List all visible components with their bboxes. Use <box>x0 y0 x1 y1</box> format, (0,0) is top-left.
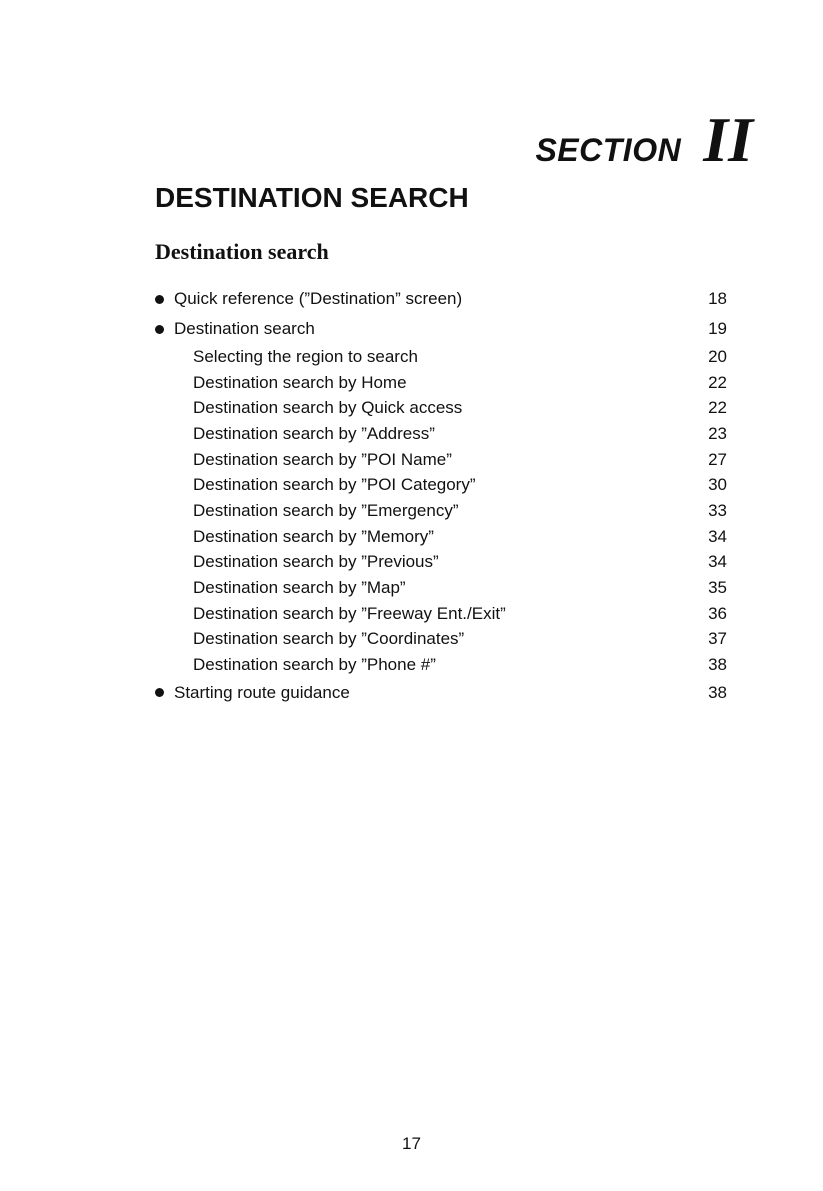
toc-entry-page: 37 <box>708 629 727 649</box>
toc-entry[interactable] <box>155 627 727 653</box>
toc-entry[interactable] <box>155 575 727 601</box>
toc-entry-label <box>155 629 464 649</box>
toc-entry-label <box>155 475 476 495</box>
toc-entry-page: 30 <box>708 475 727 495</box>
table-of-contents <box>155 284 727 708</box>
toc-entry-text: Destination search by ”Memory” <box>193 526 434 546</box>
toc-entry-text: Destination search by ”Freeway Ent./Exit” <box>193 603 506 623</box>
toc-entry-text: Selecting the region to search <box>193 346 418 366</box>
section-header <box>535 104 753 175</box>
toc-entry-text: Destination search by ”Previous” <box>193 552 439 572</box>
toc-entry-page: 22 <box>708 372 727 392</box>
toc-entry-page: 27 <box>708 449 727 469</box>
toc-entry-label <box>155 347 418 367</box>
toc-entry-text: Destination search by ”Phone #” <box>193 655 436 675</box>
toc-entry[interactable] <box>155 447 727 473</box>
toc-entry[interactable] <box>155 550 727 576</box>
toc-entry-label <box>155 450 452 470</box>
toc-entry-text: Destination search by ”Coordinates” <box>193 629 465 649</box>
page-number: 17 <box>402 1134 421 1153</box>
chapter-title: DESTINATION SEARCH <box>155 182 469 213</box>
toc-entry-label <box>155 683 350 703</box>
toc-entry-label <box>155 289 462 309</box>
toc-entry-text: Destination search by ”Map” <box>193 578 406 598</box>
toc-entry[interactable] <box>155 601 727 627</box>
toc-entry[interactable] <box>155 370 727 396</box>
section-word: SECTION <box>535 132 682 168</box>
toc-entry-label <box>155 398 462 418</box>
toc-entry-text: Quick reference (”Destination” screen) <box>174 289 463 308</box>
subsection-title: Destination search <box>155 239 329 264</box>
toc-entry-label <box>155 552 439 572</box>
toc-entry-text: Destination search <box>174 319 315 338</box>
toc-entry[interactable] <box>155 524 727 550</box>
toc-entry-page: 34 <box>708 526 727 546</box>
toc-entry[interactable] <box>155 472 727 498</box>
toc-entry-page: 38 <box>708 655 727 675</box>
toc-entry-page: 23 <box>708 423 727 443</box>
toc-entry-text: Destination search by ”Emergency” <box>193 500 459 520</box>
toc-entry-text: Starting route guidance <box>174 682 350 702</box>
toc-entry[interactable] <box>155 284 727 314</box>
toc-entry-text: Destination search by Quick access <box>193 398 463 418</box>
toc-entry-label <box>155 319 315 339</box>
toc-entry[interactable] <box>155 314 727 344</box>
toc-entry-label <box>155 578 406 598</box>
bullet-icon <box>155 295 164 304</box>
toc-entry[interactable] <box>155 652 727 678</box>
toc-entry[interactable] <box>155 344 727 370</box>
toc-entry-label <box>155 655 436 675</box>
toc-entry-text: Destination search by ”POI Name” <box>193 449 452 469</box>
bullet-icon <box>155 325 164 334</box>
toc-entry-page: 18 <box>708 289 727 308</box>
toc-entry-label <box>155 604 506 624</box>
toc-entry-page: 38 <box>708 682 727 702</box>
toc-entry-page: 36 <box>708 603 727 623</box>
toc-entry-page: 19 <box>708 319 727 338</box>
toc-entry-page: 34 <box>708 552 727 572</box>
toc-entry-page: 35 <box>708 578 727 598</box>
toc-entry-label <box>155 373 407 393</box>
toc-entry-text: Destination search by Home <box>193 372 407 392</box>
toc-entry[interactable] <box>155 421 727 447</box>
bullet-icon <box>155 688 164 697</box>
toc-entry-label <box>155 424 435 444</box>
toc-entry-text: Destination search by ”POI Category” <box>193 475 476 495</box>
toc-entry-text: Destination search by ”Address” <box>193 423 435 443</box>
toc-entry-page: 20 <box>708 346 727 366</box>
toc-entry-label <box>155 501 459 521</box>
toc-entry-page: 22 <box>708 398 727 418</box>
toc-entry[interactable] <box>155 498 727 524</box>
toc-entry-label <box>155 527 434 547</box>
toc-entry[interactable] <box>155 395 727 421</box>
toc-entry[interactable] <box>155 678 727 708</box>
toc-entry-page: 33 <box>708 500 727 520</box>
section-number: II <box>703 104 753 175</box>
